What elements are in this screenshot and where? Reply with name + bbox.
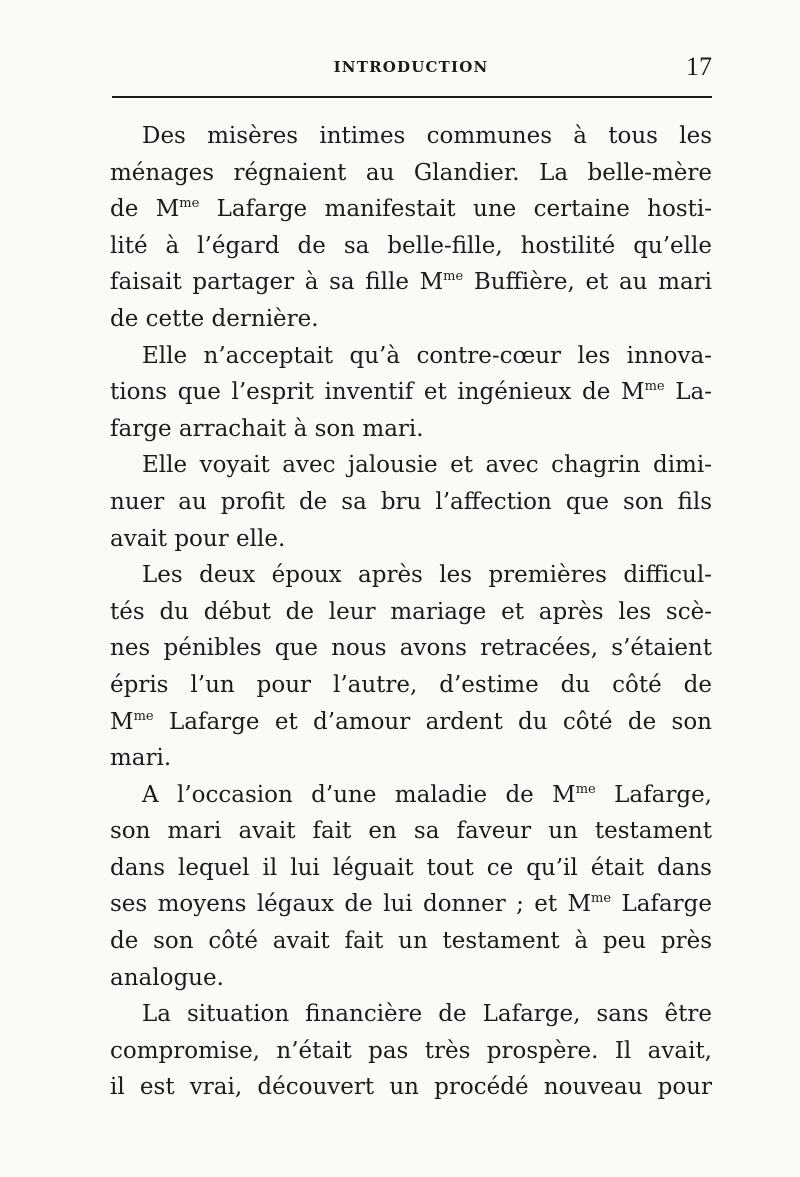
running-title: INTRODUCTION: [333, 58, 489, 76]
text-line: de son côté avait fait un testament à peu près: [110, 928, 712, 955]
page-number: 17: [686, 52, 712, 81]
text-line: avait pour elle.: [110, 525, 286, 552]
text-line: de cette dernière.: [110, 305, 319, 332]
text-line: Elle voyait avec jalousie et avec chagrin dimi-: [142, 452, 712, 479]
text-line: de $M^{me}$ Lafarge manifestait une certaine hosti-: [110, 196, 712, 223]
text-line: ses moyens légaux de lui donner ; et $M^{me}$ Lafarge: [110, 891, 712, 918]
running-head: [110, 52, 712, 88]
text-line: tions que l’esprit inventif et ingénieux de $M^{me}$ La-: [110, 379, 712, 406]
text-line: $M^{me}$ Lafarge et d’amour ardent du côté de son: [110, 708, 712, 735]
text-line: son mari avait fait en sa faveur un testament: [110, 818, 712, 845]
text-line: lité à l’égard de sa belle-fille, hostilité qu’elle: [110, 232, 712, 259]
text-line: mari.: [110, 745, 172, 772]
text-line: Des misères intimes communes à tous les: [142, 123, 712, 149]
text-line: ménages régnaient au Glandier. La belle-mère: [110, 159, 712, 186]
text-line: compromise, n’était pas très prospère. Il avait,: [110, 1037, 712, 1064]
text-line: tés du début de leur mariage et après les scè-: [110, 598, 712, 625]
text-line: La situation financière de Lafarge, sans être: [142, 1001, 712, 1028]
text-line: analogue.: [110, 964, 224, 991]
text-line: Les deux époux après les premières difficul-: [142, 562, 712, 589]
text-line: Elle n’acceptait qu’à contre-cœur les innova-: [142, 342, 712, 369]
body-text: [110, 118, 712, 1106]
text-line: il est vrai, découvert un procédé nouveau pour: [110, 1074, 712, 1101]
text-line: farge arrachait à son mari.: [110, 415, 424, 442]
text-line: dans lequel il lui léguait tout ce qu’il était dans: [110, 854, 712, 881]
text-line: faisait partager à sa fille $M^{me}$ Buffière, et au mari: [110, 269, 712, 296]
text-line: nuer au profit de sa bru l’affection que son fils: [110, 488, 712, 515]
text-line: épris l’un pour l’autre, d’estime du côté de: [110, 671, 712, 698]
text-line: A l’occasion d’une maladie de $M^{me}$ Lafarge,: [142, 781, 712, 808]
header-rule: [112, 96, 712, 98]
text-line: nes pénibles que nous avons retracées, s’étaient: [110, 635, 712, 662]
